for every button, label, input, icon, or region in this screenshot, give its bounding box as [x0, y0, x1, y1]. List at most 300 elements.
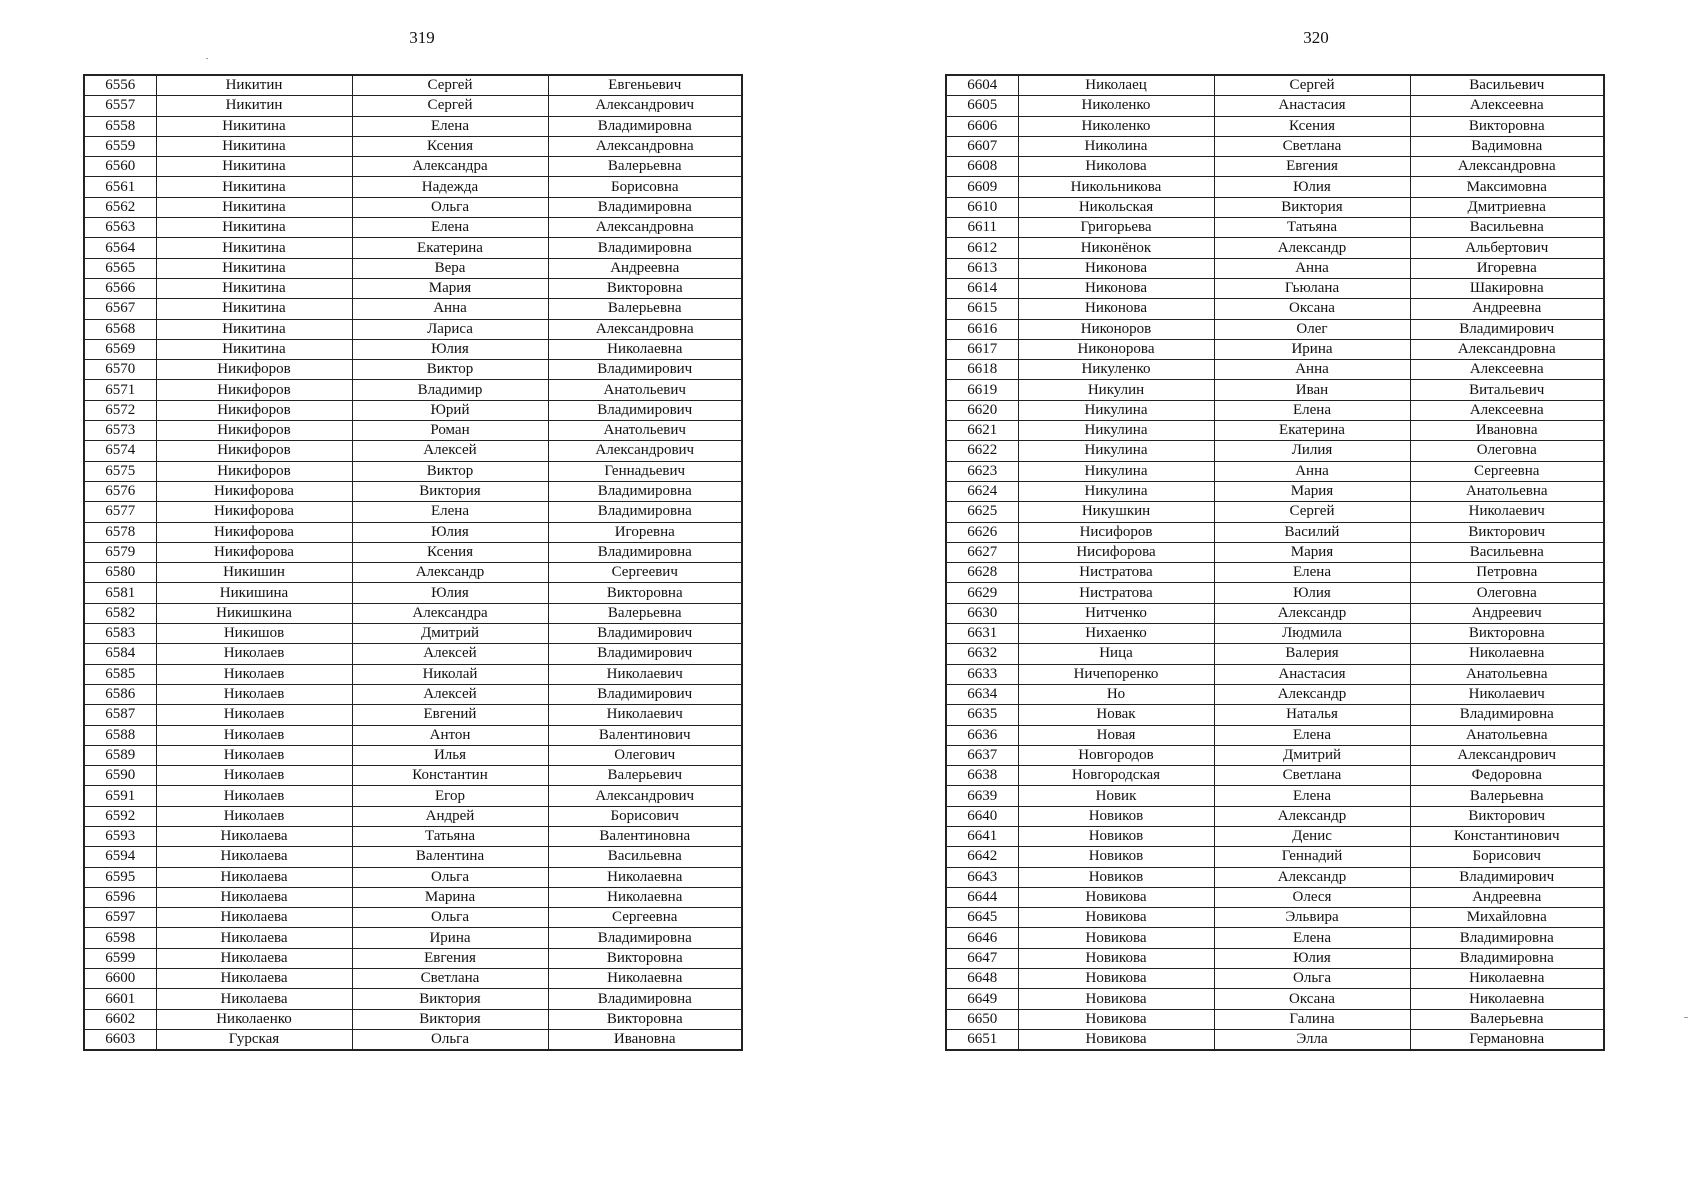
record-number-cell: 6619 — [946, 380, 1018, 400]
page-number-right: 320 — [1303, 28, 1329, 47]
last-name-cell: Николаева — [156, 989, 352, 1009]
table-row — [84, 928, 742, 948]
table-row — [84, 684, 742, 704]
patronymic-cell: Алексеевна — [1410, 400, 1604, 420]
patronymic-cell: Анатольевна — [1410, 664, 1604, 684]
last-name-cell: Никифоров — [156, 400, 352, 420]
table-row — [84, 603, 742, 623]
first-name-cell: Олег — [1214, 319, 1410, 339]
patronymic-cell: Андреевна — [1410, 887, 1604, 907]
first-name-cell: Виктор — [352, 360, 548, 380]
record-number-cell: 6561 — [84, 177, 156, 197]
patronymic-cell: Борисович — [1410, 847, 1604, 867]
last-name-cell: Николова — [1018, 157, 1214, 177]
record-number-cell: 6600 — [84, 969, 156, 989]
table-row — [84, 664, 742, 684]
table-row — [946, 380, 1604, 400]
table-row — [946, 461, 1604, 481]
last-name-cell: Никифоров — [156, 380, 352, 400]
patronymic-cell: Владимировна — [548, 481, 742, 501]
table-row — [84, 319, 742, 339]
table-row — [946, 400, 1604, 420]
first-name-cell: Валентина — [352, 847, 548, 867]
last-name-cell: Никитина — [156, 136, 352, 156]
table-row — [946, 177, 1604, 197]
record-number-cell: 6598 — [84, 928, 156, 948]
last-name-cell: Новая — [1018, 725, 1214, 745]
last-name-cell: Никитина — [156, 177, 352, 197]
table-row — [84, 136, 742, 156]
last-name-cell: Нистратова — [1018, 563, 1214, 583]
last-name-cell: Никитина — [156, 197, 352, 217]
record-number-cell: 6568 — [84, 319, 156, 339]
table-row — [84, 278, 742, 298]
last-name-cell: Новиков — [1018, 847, 1214, 867]
first-name-cell: Ксения — [1214, 116, 1410, 136]
table-row — [84, 847, 742, 867]
record-number-cell: 6589 — [84, 745, 156, 765]
last-name-cell: Никифоров — [156, 360, 352, 380]
first-name-cell: Светлана — [1214, 766, 1410, 786]
record-number-cell: 6633 — [946, 664, 1018, 684]
first-name-cell: Лариса — [352, 319, 548, 339]
table-row — [946, 766, 1604, 786]
table-row — [84, 766, 742, 786]
first-name-cell: Виктория — [352, 1009, 548, 1029]
record-number-cell: 6615 — [946, 299, 1018, 319]
table-row — [946, 664, 1604, 684]
table-row — [946, 624, 1604, 644]
patronymic-cell: Владимировна — [1410, 928, 1604, 948]
last-name-cell: Никифоров — [156, 421, 352, 441]
first-name-cell: Сергей — [352, 96, 548, 116]
first-name-cell: Александра — [352, 603, 548, 623]
first-name-cell: Роман — [352, 421, 548, 441]
record-number-cell: 6566 — [84, 278, 156, 298]
record-number-cell: 6597 — [84, 908, 156, 928]
patronymic-cell: Анатольевна — [1410, 725, 1604, 745]
patronymic-cell: Валерьевна — [548, 157, 742, 177]
record-number-cell: 6651 — [946, 1029, 1018, 1050]
patronymic-cell: Викторовна — [1410, 116, 1604, 136]
first-name-cell: Виктор — [352, 461, 548, 481]
patronymic-cell: Викторовна — [1410, 624, 1604, 644]
table-row — [946, 603, 1604, 623]
table-row — [84, 948, 742, 968]
patronymic-cell: Николаевич — [548, 664, 742, 684]
record-number-cell: 6613 — [946, 258, 1018, 278]
table-row — [84, 75, 742, 96]
first-name-cell: Юлия — [352, 583, 548, 603]
patronymic-cell: Владимирович — [1410, 867, 1604, 887]
record-number-cell: 6620 — [946, 400, 1018, 420]
last-name-cell: Никулина — [1018, 441, 1214, 461]
scan-speck — [206, 58, 208, 59]
first-name-cell: Василий — [1214, 522, 1410, 542]
record-number-cell: 6575 — [84, 461, 156, 481]
last-name-cell: Никитина — [156, 116, 352, 136]
record-number-cell: 6623 — [946, 461, 1018, 481]
patronymic-cell: Борисович — [548, 806, 742, 826]
first-name-cell: Сергей — [1214, 502, 1410, 522]
patronymic-cell: Николаевна — [548, 339, 742, 359]
record-number-cell: 6631 — [946, 624, 1018, 644]
record-number-cell: 6574 — [84, 441, 156, 461]
last-name-cell: Никонорова — [1018, 339, 1214, 359]
first-name-cell: Анна — [1214, 360, 1410, 380]
patronymic-cell: Валерьевна — [548, 603, 742, 623]
patronymic-cell: Владимирович — [548, 644, 742, 664]
roster-table-right-body — [946, 75, 1604, 1050]
first-name-cell: Дмитрий — [352, 624, 548, 644]
record-number-cell: 6557 — [84, 96, 156, 116]
first-name-cell: Александр — [1214, 684, 1410, 704]
last-name-cell: Никифорова — [156, 542, 352, 562]
first-name-cell: Ольга — [352, 197, 548, 217]
table-row — [946, 725, 1604, 745]
record-number-cell: 6567 — [84, 299, 156, 319]
last-name-cell: Никонова — [1018, 258, 1214, 278]
record-number-cell: 6628 — [946, 563, 1018, 583]
first-name-cell: Мария — [1214, 481, 1410, 501]
last-name-cell: Никонова — [1018, 299, 1214, 319]
record-number-cell: 6585 — [84, 664, 156, 684]
patronymic-cell: Владимировна — [548, 928, 742, 948]
record-number-cell: 6610 — [946, 197, 1018, 217]
patronymic-cell: Анатольевич — [548, 421, 742, 441]
last-name-cell: Никифорова — [156, 481, 352, 501]
table-row — [84, 725, 742, 745]
patronymic-cell: Васильевич — [1410, 75, 1604, 96]
first-name-cell: Иван — [1214, 380, 1410, 400]
record-number-cell: 6605 — [946, 96, 1018, 116]
patronymic-cell: Ивановна — [548, 1029, 742, 1050]
first-name-cell: Ольга — [352, 867, 548, 887]
last-name-cell: Николаева — [156, 867, 352, 887]
table-row — [84, 1009, 742, 1029]
first-name-cell: Николай — [352, 664, 548, 684]
patronymic-cell: Борисовна — [548, 177, 742, 197]
record-number-cell: 6648 — [946, 969, 1018, 989]
patronymic-cell: Александрович — [548, 96, 742, 116]
record-number-cell: 6576 — [84, 481, 156, 501]
last-name-cell: Новгородская — [1018, 766, 1214, 786]
table-row — [946, 96, 1604, 116]
last-name-cell: Новиков — [1018, 806, 1214, 826]
last-name-cell: Никитин — [156, 96, 352, 116]
table-row — [946, 116, 1604, 136]
table-row — [946, 1029, 1604, 1050]
last-name-cell: Никольникова — [1018, 177, 1214, 197]
table-row — [84, 826, 742, 846]
table-row — [84, 116, 742, 136]
patronymic-cell: Сергеевна — [1410, 461, 1604, 481]
record-number-cell: 6639 — [946, 786, 1018, 806]
patronymic-cell: Александрович — [548, 441, 742, 461]
patronymic-cell: Владимировна — [548, 542, 742, 562]
table-row — [84, 96, 742, 116]
patronymic-cell: Николаевна — [548, 867, 742, 887]
patronymic-cell: Владимировна — [1410, 705, 1604, 725]
last-name-cell: Николаев — [156, 705, 352, 725]
table-row — [84, 989, 742, 1009]
last-name-cell: Новикова — [1018, 989, 1214, 1009]
table-row — [946, 867, 1604, 887]
patronymic-cell: Васильевна — [1410, 542, 1604, 562]
patronymic-cell: Сергеевич — [548, 563, 742, 583]
record-number-cell: 6573 — [84, 421, 156, 441]
first-name-cell: Виктория — [352, 481, 548, 501]
record-number-cell: 6625 — [946, 502, 1018, 522]
first-name-cell: Надежда — [352, 177, 548, 197]
first-name-cell: Константин — [352, 766, 548, 786]
record-number-cell: 6627 — [946, 542, 1018, 562]
last-name-cell: Нихаенко — [1018, 624, 1214, 644]
first-name-cell: Екатерина — [352, 238, 548, 258]
last-name-cell: Нисифорова — [1018, 542, 1214, 562]
patronymic-cell: Евгеньевич — [548, 75, 742, 96]
first-name-cell: Елена — [352, 218, 548, 238]
table-row — [946, 908, 1604, 928]
last-name-cell: Никонова — [1018, 278, 1214, 298]
last-name-cell: Никишина — [156, 583, 352, 603]
last-name-cell: Никитина — [156, 278, 352, 298]
patronymic-cell: Олеговна — [1410, 441, 1604, 461]
first-name-cell: Мария — [1214, 542, 1410, 562]
first-name-cell: Сергей — [1214, 75, 1410, 96]
last-name-cell: Новикова — [1018, 1009, 1214, 1029]
record-number-cell: 6621 — [946, 421, 1018, 441]
last-name-cell: Ничепоренко — [1018, 664, 1214, 684]
last-name-cell: Никитина — [156, 218, 352, 238]
record-number-cell: 6618 — [946, 360, 1018, 380]
first-name-cell: Александр — [352, 563, 548, 583]
record-number-cell: 6582 — [84, 603, 156, 623]
first-name-cell: Татьяна — [352, 826, 548, 846]
patronymic-cell: Алексеевна — [1410, 96, 1604, 116]
record-number-cell: 6636 — [946, 725, 1018, 745]
first-name-cell: Анна — [352, 299, 548, 319]
patronymic-cell: Владимировна — [548, 116, 742, 136]
patronymic-cell: Валерьевна — [1410, 1009, 1604, 1029]
last-name-cell: Новиков — [1018, 867, 1214, 887]
record-number-cell: 6559 — [84, 136, 156, 156]
last-name-cell: Никифоров — [156, 441, 352, 461]
first-name-cell: Анна — [1214, 461, 1410, 481]
table-row — [84, 644, 742, 664]
table-row — [946, 502, 1604, 522]
record-number-cell: 6640 — [946, 806, 1018, 826]
first-name-cell: Александра — [352, 157, 548, 177]
first-name-cell: Егор — [352, 786, 548, 806]
patronymic-cell: Андреевна — [548, 258, 742, 278]
patronymic-cell: Васильевна — [548, 847, 742, 867]
last-name-cell: Никитина — [156, 339, 352, 359]
roster-table-left — [83, 74, 743, 1051]
first-name-cell: Оксана — [1214, 299, 1410, 319]
patronymic-cell: Николаевна — [548, 887, 742, 907]
roster-table-right — [945, 74, 1605, 1051]
table-row — [946, 197, 1604, 217]
first-name-cell: Эльвира — [1214, 908, 1410, 928]
last-name-cell: Никольская — [1018, 197, 1214, 217]
patronymic-cell: Владимировна — [548, 238, 742, 258]
first-name-cell: Ольга — [1214, 969, 1410, 989]
first-name-cell: Ксения — [352, 136, 548, 156]
table-row — [946, 278, 1604, 298]
record-number-cell: 6642 — [946, 847, 1018, 867]
last-name-cell: Николаев — [156, 664, 352, 684]
patronymic-cell: Алексеевна — [1410, 360, 1604, 380]
first-name-cell: Ирина — [1214, 339, 1410, 359]
first-name-cell: Гьюлана — [1214, 278, 1410, 298]
patronymic-cell: Викторовна — [548, 948, 742, 968]
last-name-cell: Гурская — [156, 1029, 352, 1050]
first-name-cell: Владимир — [352, 380, 548, 400]
patronymic-cell: Александровна — [548, 218, 742, 238]
record-number-cell: 6569 — [84, 339, 156, 359]
record-number-cell: 6645 — [946, 908, 1018, 928]
record-number-cell: 6650 — [946, 1009, 1018, 1029]
page-number-left: 319 — [409, 28, 435, 47]
patronymic-cell: Николаевна — [1410, 969, 1604, 989]
record-number-cell: 6590 — [84, 766, 156, 786]
last-name-cell: Никифорова — [156, 502, 352, 522]
patronymic-cell: Валерьевна — [1410, 786, 1604, 806]
table-row — [946, 786, 1604, 806]
record-number-cell: 6583 — [84, 624, 156, 644]
table-row — [84, 177, 742, 197]
patronymic-cell: Владимирович — [548, 400, 742, 420]
patronymic-cell: Витальевич — [1410, 380, 1604, 400]
record-number-cell: 6601 — [84, 989, 156, 1009]
patronymic-cell: Альбертович — [1410, 238, 1604, 258]
record-number-cell: 6578 — [84, 522, 156, 542]
patronymic-cell: Васильевна — [1410, 218, 1604, 238]
patronymic-cell: Викторович — [1410, 806, 1604, 826]
roster-table-left-body — [84, 75, 742, 1050]
record-number-cell: 6572 — [84, 400, 156, 420]
table-row — [84, 258, 742, 278]
last-name-cell: Новиков — [1018, 826, 1214, 846]
patronymic-cell: Игоревна — [1410, 258, 1604, 278]
first-name-cell: Ирина — [352, 928, 548, 948]
record-number-cell: 6612 — [946, 238, 1018, 258]
patronymic-cell: Олеговна — [1410, 583, 1604, 603]
last-name-cell: Николаев — [156, 725, 352, 745]
last-name-cell: Нистратова — [1018, 583, 1214, 603]
last-name-cell: Николаев — [156, 684, 352, 704]
record-number-cell: 6579 — [84, 542, 156, 562]
record-number-cell: 6624 — [946, 481, 1018, 501]
patronymic-cell: Александровна — [548, 319, 742, 339]
first-name-cell: Елена — [1214, 400, 1410, 420]
record-number-cell: 6592 — [84, 806, 156, 826]
table-row — [946, 826, 1604, 846]
patronymic-cell: Валерьевна — [548, 299, 742, 319]
record-number-cell: 6638 — [946, 766, 1018, 786]
last-name-cell: Новикова — [1018, 1029, 1214, 1050]
first-name-cell: Виктория — [1214, 197, 1410, 217]
table-row — [946, 339, 1604, 359]
table-row — [84, 705, 742, 725]
first-name-cell: Елена — [1214, 928, 1410, 948]
first-name-cell: Наталья — [1214, 705, 1410, 725]
record-number-cell: 6588 — [84, 725, 156, 745]
record-number-cell: 6570 — [84, 360, 156, 380]
first-name-cell: Людмила — [1214, 624, 1410, 644]
patronymic-cell: Викторовна — [548, 583, 742, 603]
table-row — [84, 502, 742, 522]
table-row — [946, 583, 1604, 603]
record-number-cell: 6629 — [946, 583, 1018, 603]
table-row — [84, 867, 742, 887]
table-row — [946, 684, 1604, 704]
table-row — [946, 745, 1604, 765]
record-number-cell: 6641 — [946, 826, 1018, 846]
first-name-cell: Юлия — [1214, 583, 1410, 603]
record-number-cell: 6587 — [84, 705, 156, 725]
record-number-cell: 6565 — [84, 258, 156, 278]
patronymic-cell: Александровна — [548, 136, 742, 156]
patronymic-cell: Шакировна — [1410, 278, 1604, 298]
last-name-cell: Николаев — [156, 786, 352, 806]
patronymic-cell: Михайловна — [1410, 908, 1604, 928]
table-row — [84, 624, 742, 644]
first-name-cell: Юлия — [352, 339, 548, 359]
table-row — [946, 136, 1604, 156]
table-row — [84, 197, 742, 217]
patronymic-cell: Андреевич — [1410, 603, 1604, 623]
table-row — [946, 948, 1604, 968]
table-row — [946, 157, 1604, 177]
first-name-cell: Юлия — [1214, 177, 1410, 197]
record-number-cell: 6602 — [84, 1009, 156, 1029]
patronymic-cell: Валентиновна — [548, 826, 742, 846]
first-name-cell: Евгений — [352, 705, 548, 725]
first-name-cell: Евгения — [352, 948, 548, 968]
last-name-cell: Николаева — [156, 908, 352, 928]
first-name-cell: Александр — [1214, 806, 1410, 826]
first-name-cell: Валерия — [1214, 644, 1410, 664]
record-number-cell: 6560 — [84, 157, 156, 177]
table-row — [84, 481, 742, 501]
table-row — [946, 319, 1604, 339]
record-number-cell: 6581 — [84, 583, 156, 603]
last-name-cell: Новикова — [1018, 887, 1214, 907]
table-row — [84, 786, 742, 806]
record-number-cell: 6599 — [84, 948, 156, 968]
last-name-cell: Новикова — [1018, 928, 1214, 948]
patronymic-cell: Александрович — [548, 786, 742, 806]
table-row — [84, 1029, 742, 1050]
record-number-cell: 6616 — [946, 319, 1018, 339]
record-number-cell: 6647 — [946, 948, 1018, 968]
table-row — [84, 745, 742, 765]
last-name-cell: Николаева — [156, 826, 352, 846]
patronymic-cell: Александровна — [1410, 157, 1604, 177]
patronymic-cell: Владимирович — [548, 624, 742, 644]
last-name-cell: Никулина — [1018, 421, 1214, 441]
patronymic-cell: Валерьевич — [548, 766, 742, 786]
last-name-cell: Новикова — [1018, 969, 1214, 989]
first-name-cell: Ксения — [352, 542, 548, 562]
patronymic-cell: Владимирович — [1410, 319, 1604, 339]
first-name-cell: Олеся — [1214, 887, 1410, 907]
first-name-cell: Светлана — [1214, 136, 1410, 156]
patronymic-cell: Анатольевич — [548, 380, 742, 400]
table-row — [946, 1009, 1604, 1029]
